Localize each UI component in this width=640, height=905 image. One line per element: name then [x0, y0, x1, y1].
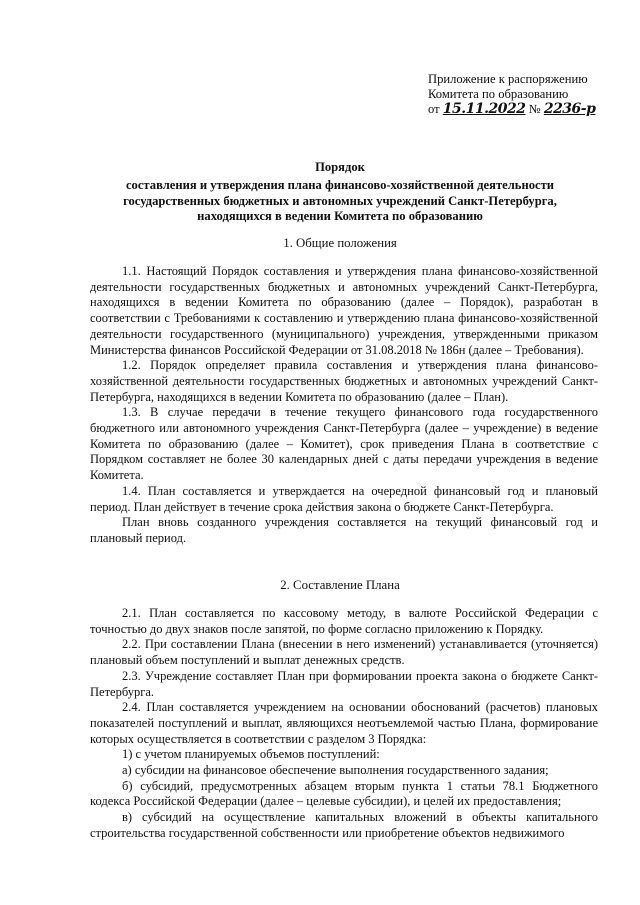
paragraph-2-4: 2.4. План составляется учреждением на основании обоснований (расчетов) плановых показателей поступлений и выплат, являющихся неотъемлемой частью Плана, формирование которых осуществляется в соответствии с разделом 3 Порядка: [90, 700, 598, 746]
list-item-c: в) субсидий на осуществление капитальных вложений в объекты капитального строительства государственной собственности или приобретение объектов недвижимого [90, 810, 598, 840]
document-title [100, 160, 580, 225]
title-line-2: составления и утверждения плана финансово-хозяйственной деятельности [125, 178, 555, 193]
appendix-block [428, 72, 595, 117]
list-item-b: б) субсидий, предусмотренных абзацем вторым пункта 1 статьи 78.1 Бюджетного кодекса Российской Федерации (далее – целевые субсидии), и целей их предоставления; [90, 778, 598, 809]
paragraph-1-5: План вновь созданного учреждения составляется на текущий финансовый год и плановый период. [90, 515, 598, 545]
title-line-1: Порядок [315, 160, 365, 174]
title-line-4: находящихся в ведении Комитета по образованию [197, 209, 483, 224]
section-2-body [90, 606, 598, 842]
paragraph-1-4: 1.4. План составляется и утверждается на очередной финансовый год и плановый период. План действует в течение срока действия закона о бюджете Санкт-Петербурга. [90, 483, 598, 514]
paragraph-1-1: 1.1. Настоящий Порядок составления и утверждения плана финансово-хозяйственной деятельности государственных бюджетных и автономных учреждений Санкт-Петербурга, находящихся в ведении Комитета по образованию (далее – Порядок), разработан в соответствии с Требованиями к составлению и утверждению плана финансово-хозяйственной деятельности государственного (муниципального) учреждения, утвержденными приказом Министерства финансов Российской Федерации от 31.08.2018 № 186н (далее – Требования). [90, 264, 598, 357]
appendix-date: 15.11.2022 [442, 101, 526, 117]
appendix-line-3 [428, 102, 595, 117]
appendix-number: 2236-р [543, 101, 596, 117]
section-2-heading: 2. Составление Плана [280, 578, 400, 592]
appendix-number-sign: № [528, 102, 541, 116]
title-line-3: государственных бюджетных и автономных учреждений Санкт-Петербурга, [123, 193, 557, 208]
paragraph-1-2: 1.2. Порядок определяет правила составления и утверждения плана финансово-хозяйственной деятельности государственных бюджетных и автономных учреждений Санкт-Петербурга, находящихся в ведении Комитета по образованию (далее – План). [90, 358, 598, 404]
paragraph-2-2: 2.2. При составлении Плана (внесении в него изменений) устанавливается (уточняется) плановый объем поступлений и выплат денежных средств. [90, 637, 598, 668]
section-1-heading: 1. Общие положения [283, 236, 397, 250]
appendix-line-2: Комитета по образованию [428, 87, 569, 101]
paragraph-2-3: 2.3. Учреждение составляет План при формировании проекта закона о бюджете Санкт-Петербурга. [90, 668, 598, 699]
list-item-a: а) субсидии на финансовое обеспечение выполнения государственного задания; [122, 763, 549, 778]
section-1-body [90, 264, 598, 547]
paragraph-1-3: 1.3. В случае передачи в течение текущего финансового года государственного бюджетного или автономного учреждения Санкт-Петербурга (далее – учреждение) в ведение Комитета по образованию (далее – Комитет), срок приведения Плана в соответствие с Порядком составляет не более 30 календарных дней с даты передачи учреждения в ведение Комитета. [90, 405, 598, 483]
list-item-1: 1) с учетом планируемых объемов поступлений: [122, 747, 380, 762]
appendix-line-1: Приложение к распоряжению [428, 72, 588, 86]
appendix-from: от [428, 102, 440, 116]
paragraph-2-1: 2.1. План составляется по кассовому методу, в валюте Российской Федерации с точностью до двух знаков после запятой, по форме согласно приложению к Порядку. [90, 606, 598, 636]
